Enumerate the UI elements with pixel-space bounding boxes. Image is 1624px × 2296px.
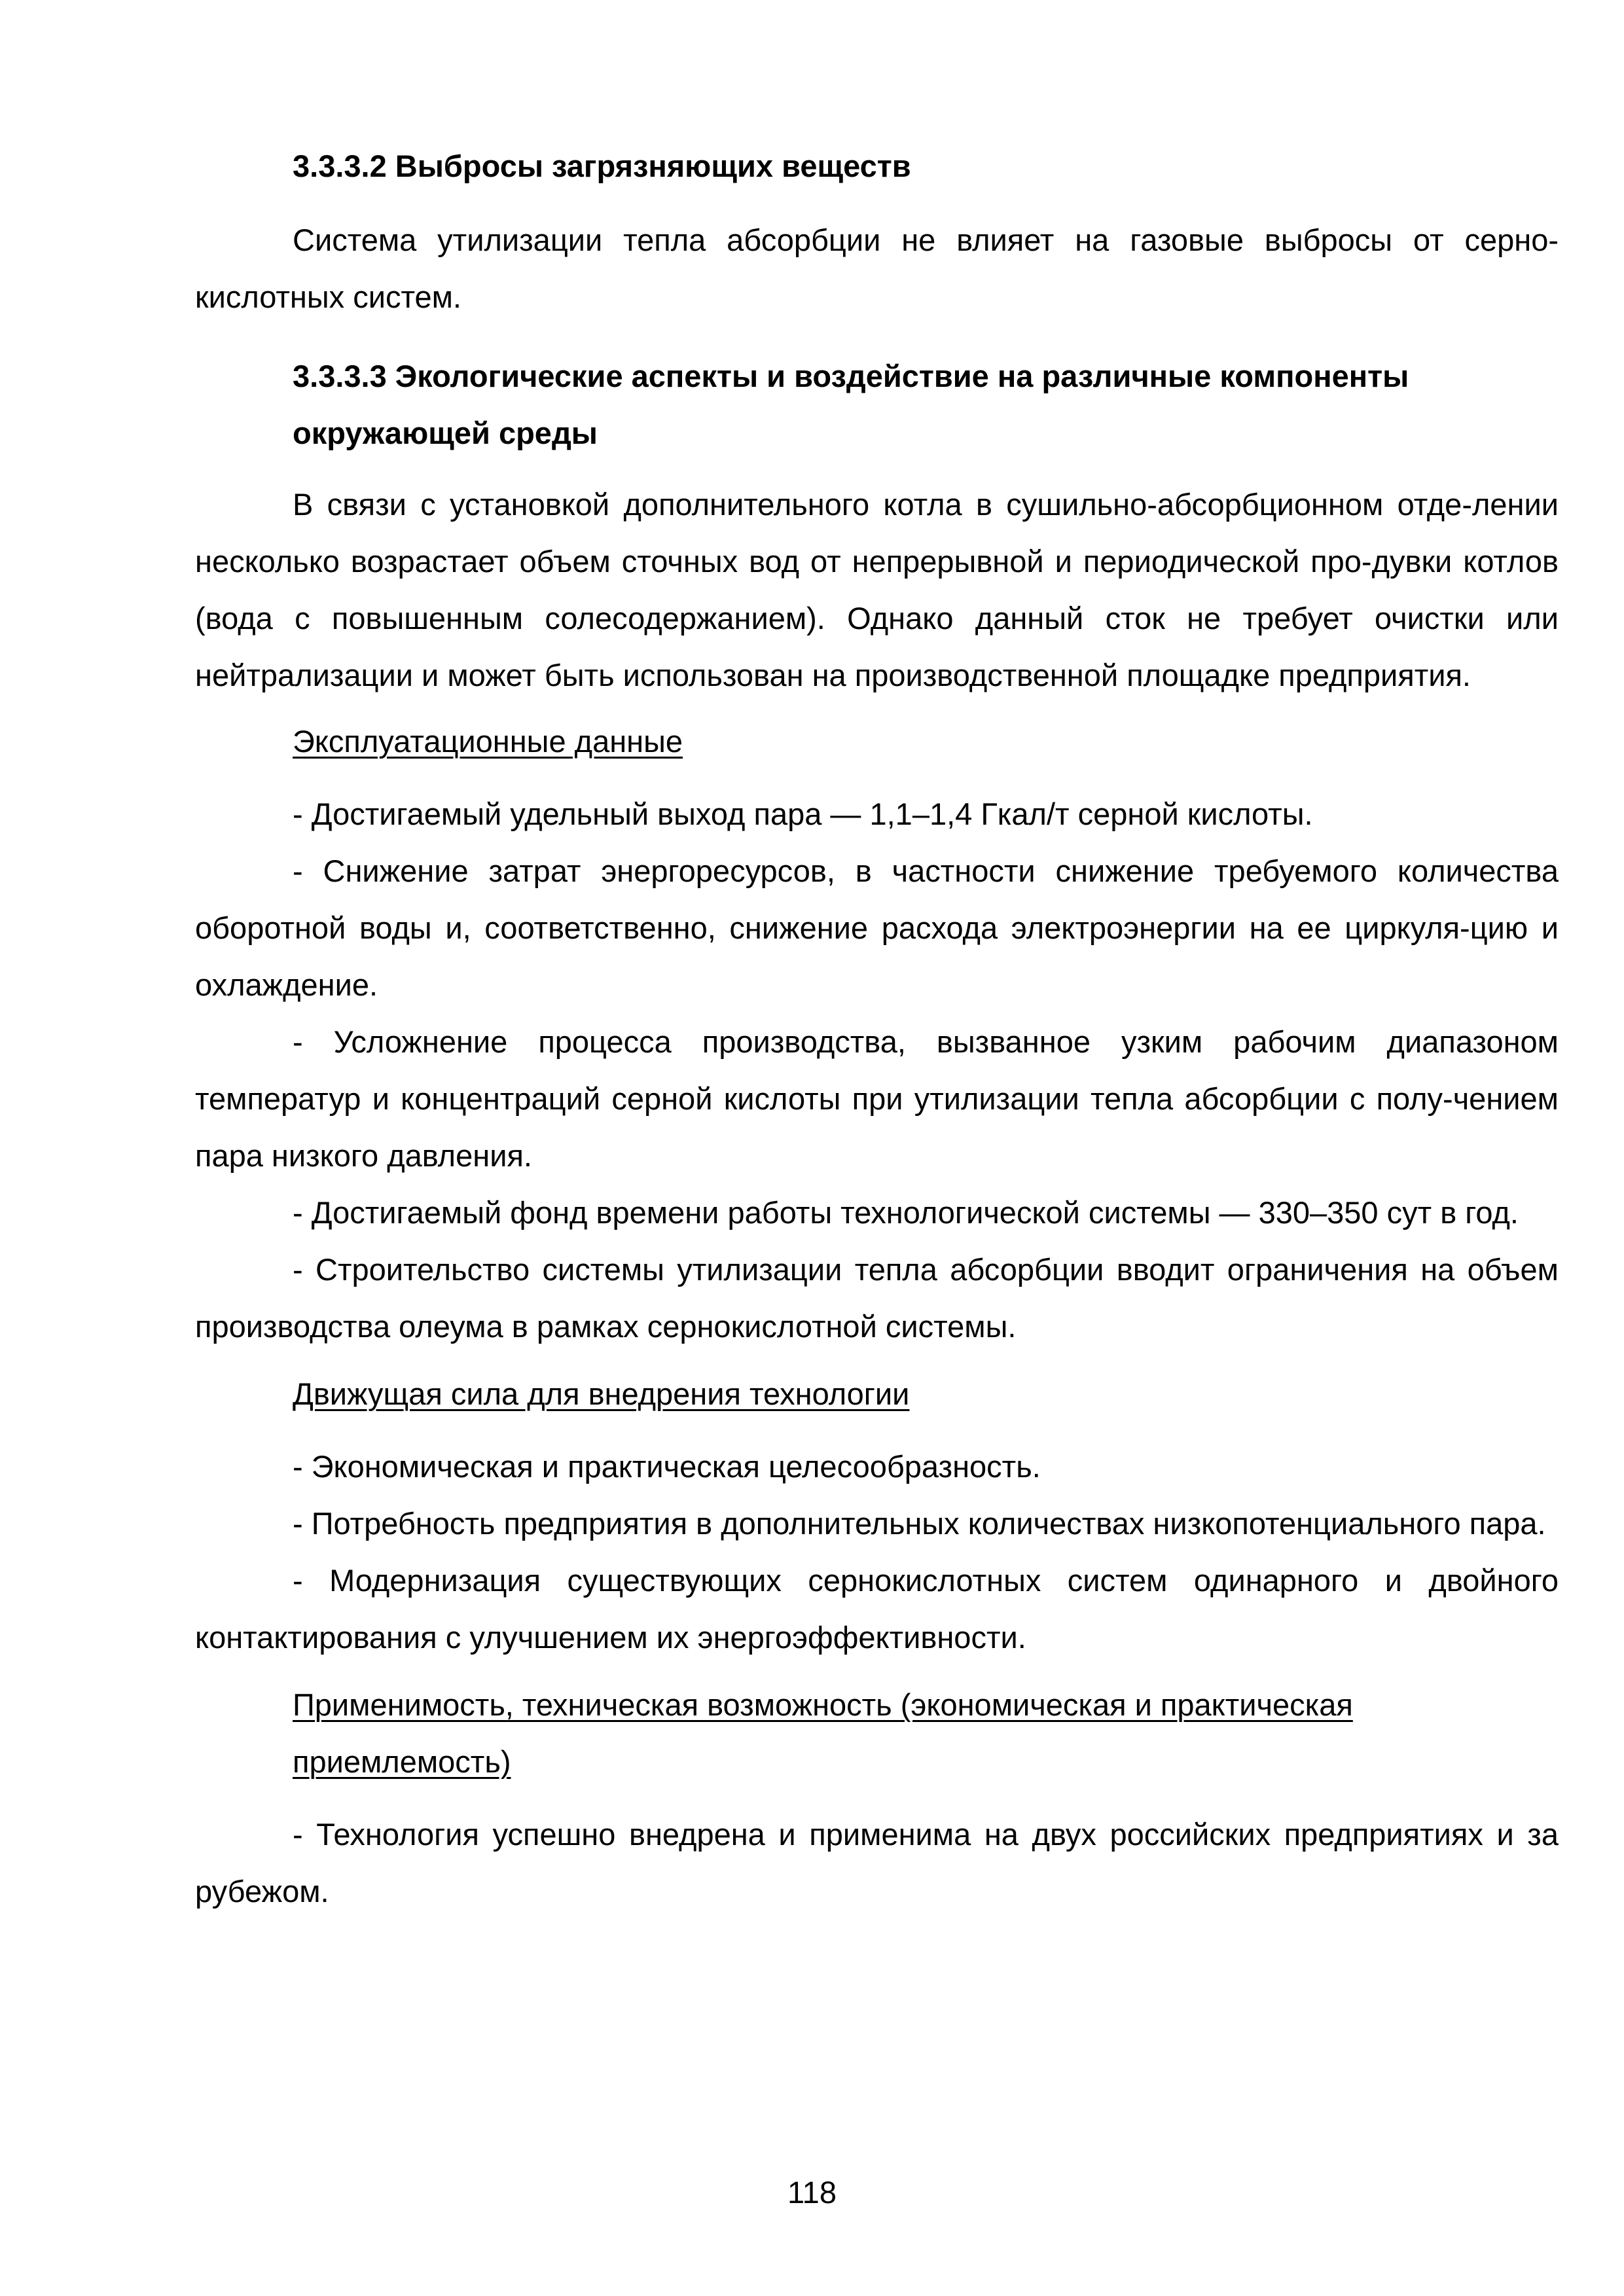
- list-item-operational: - Строительство системы утилизации тепла абсорбции вводит ограничения на объем производства олеума в рамках сернокислотной системы.: [195, 1252, 1559, 1344]
- list-item-operational: - Достигаемый удельный выход пара — 1,1–1,4 Гкал/т серной кислоты.: [293, 797, 1313, 831]
- list-item-operational: - Усложнение процесса производства, вызванное узким рабочим диапазоном температур и концентраций серной кислоты при утилизации тепла абсорбции с полу-чением пара низкого давления.: [195, 1024, 1559, 1173]
- list-item-operational: - Достигаемый фонд времени работы технологической системы — 330–350 сут в год.: [293, 1195, 1519, 1230]
- list-item-operational: - Снижение затрат энергоресурсов, в частности снижение требуемого количества оборотной воды и, соответственно, снижение расхода электроэнергии на ее циркуля-цию и охлаждение.: [195, 853, 1559, 1002]
- subheading-applicability: Применимость, техническая возможность (экономическая и практическая приемлемость): [293, 1687, 1353, 1779]
- list-item-driving-force: - Потребность предприятия в дополнительных количествах низкопотенциального пара.: [293, 1506, 1546, 1541]
- page-number: 118: [787, 2175, 837, 2210]
- document-page: [195, 137, 1559, 1920]
- section-heading-emissions: 3.3.3.2 Выбросы загрязняющих веществ: [293, 149, 911, 183]
- section-heading-ecology: 3.3.3.3 Экологические аспекты и воздействие на различные компоненты окружающей среды: [293, 359, 1409, 450]
- subheading-driving-force: Движущая сила для внедрения технологии: [293, 1376, 910, 1411]
- list-item-driving-force: - Модернизация существующих сернокислотных систем одинарного и двойного контактирования с улучшением их энергоэффективности.: [195, 1563, 1559, 1655]
- paragraph-ecology: В связи с установкой дополнительного котла в сушильно-абсорбционном отде-лении несколько возрастает объем сточных вод от непрерывной и периодической про-дувки котлов (вода с повышенным солесодержанием). Однако данный сток не требует очистки или нейтрализации и может быть использован на производственной площадке предприятия.: [195, 487, 1559, 692]
- paragraph-emissions: Система утилизации тепла абсорбции не влияет на газовые выбросы от серно-кислотных систем.: [195, 223, 1559, 314]
- subheading-operational-data: Эксплуатационные данные: [293, 724, 683, 759]
- list-item-applicability: - Технология успешно внедрена и применима на двух российских предприятиях и за рубежом.: [195, 1817, 1559, 1909]
- list-item-driving-force: - Экономическая и практическая целесообразность.: [293, 1449, 1041, 1484]
